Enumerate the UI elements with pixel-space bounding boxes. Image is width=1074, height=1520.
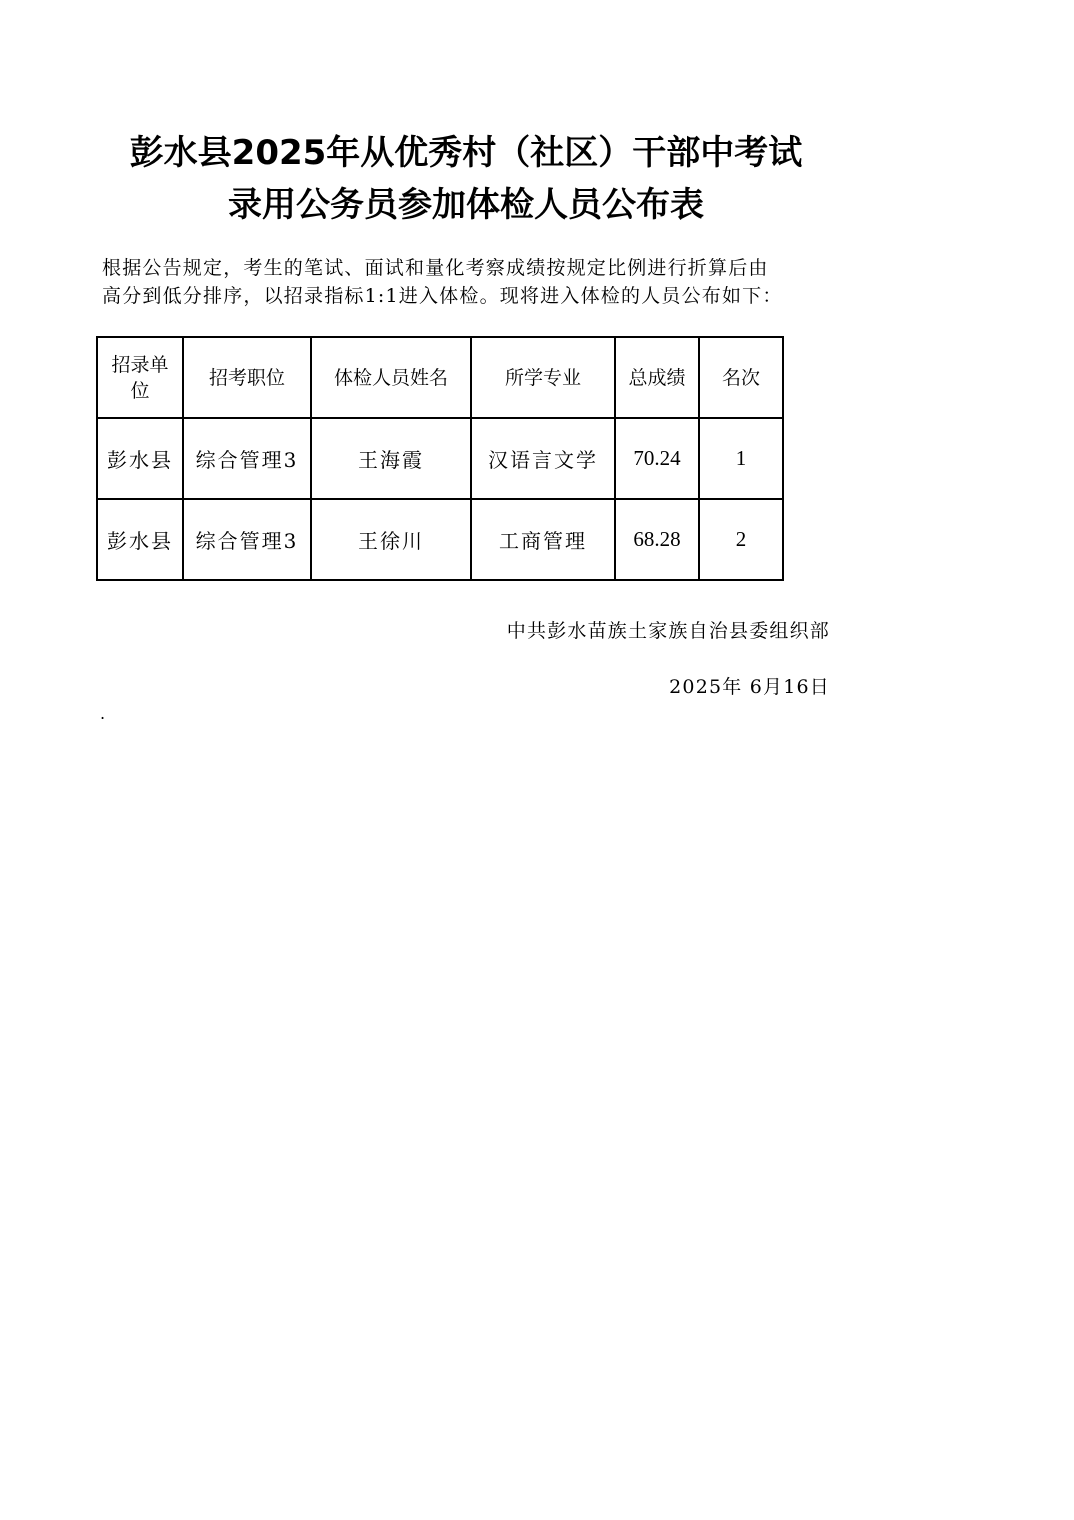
signature-date: 2025年 6月16日 xyxy=(669,676,830,698)
header-rank: 名次 xyxy=(699,337,783,418)
cell-candidate-name: 王徐川 xyxy=(311,499,471,580)
cell-post: 综合管理3 xyxy=(183,499,311,580)
intro-text-line-2: 高分到低分排序，以招录指标1:1进入体检。现将进入体检的人员公布如下： xyxy=(102,285,783,307)
header-major: 所学专业 xyxy=(471,337,615,418)
header-unit-line-1: 招录单 xyxy=(111,353,169,376)
signature-organization: 中共彭水苗族土家族自治县委组织部 xyxy=(506,620,830,642)
cell-major: 汉语言文学 xyxy=(471,418,615,499)
cell-unit: 彭水县 xyxy=(97,418,183,499)
cell-total-score: 70.24 xyxy=(615,418,699,499)
table-row xyxy=(97,499,783,580)
medical-exam-roster-table xyxy=(96,336,784,581)
cell-major: 工商管理 xyxy=(471,499,615,580)
header-post: 招考职位 xyxy=(183,337,311,418)
table-row xyxy=(97,418,783,499)
cell-unit: 彭水县 xyxy=(97,499,183,580)
document-title-line-1: 彭水县2025年从优秀村（社区）干部中考试 xyxy=(129,133,803,173)
cell-post: 综合管理3 xyxy=(183,418,311,499)
cell-candidate-name: 王海霞 xyxy=(311,418,471,499)
header-unit-line-2: 位 xyxy=(130,379,150,402)
header-unit xyxy=(97,337,183,418)
header-candidate-name: 体检人员姓名 xyxy=(311,337,471,418)
header-total-score: 总成绩 xyxy=(615,337,699,418)
stray-mark: . xyxy=(100,704,106,723)
table-header-row xyxy=(97,337,783,418)
intro-text-line-1: 根据公告规定，考生的笔试、面试和量化考察成绩按规定比例进行折算后由 xyxy=(102,257,769,279)
cell-rank: 1 xyxy=(699,418,783,499)
document-title-line-2: 录用公务员参加体检人员公布表 xyxy=(228,185,704,225)
cell-rank: 2 xyxy=(699,499,783,580)
cell-total-score: 68.28 xyxy=(615,499,699,580)
